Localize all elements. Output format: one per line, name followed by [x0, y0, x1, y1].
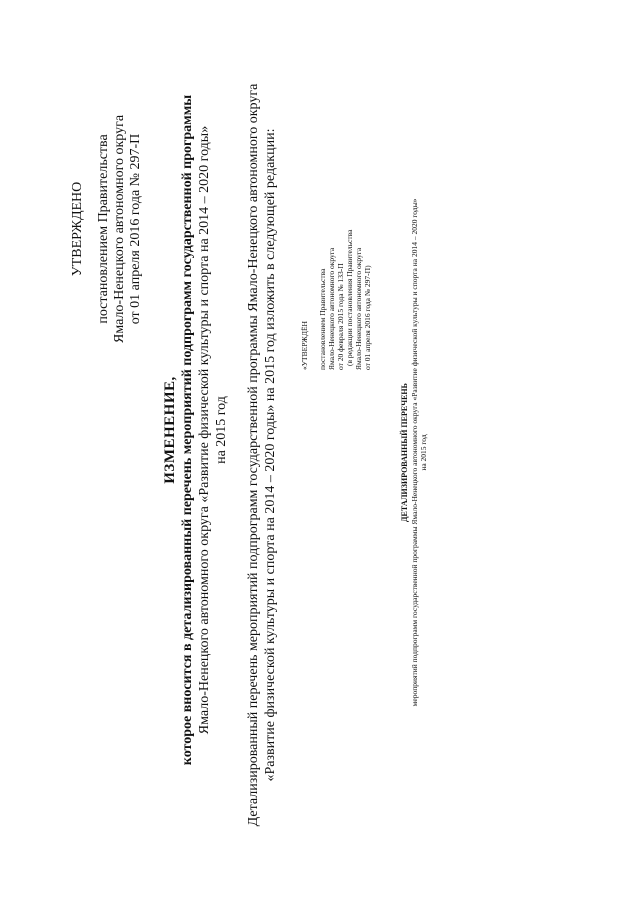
- detailed-description: мероприятий подпрограмм государственной программы Ямало-Ненецкого автономного округа «Развитие физической культуры и спорта на 2014 – 2020 годы»: [409, 198, 419, 707]
- quote-line: от 01 апреля 2016 года № 297-П): [363, 265, 372, 370]
- approval-heading: УТВЕРЖДЕНО: [70, 181, 85, 277]
- change-program-line: Ямало-Ненецкого автономного округа «Развитие физической культуры и спорта на 2014 – 2020 годы»: [197, 125, 212, 735]
- quote-line: Ямало-Ненецкого автономного округа: [354, 247, 363, 370]
- quote-line: Ямало-Ненецкого автономного округа: [327, 247, 336, 370]
- detailed-year: на 2015 год: [419, 434, 428, 471]
- approval-line: постановлением Правительства: [96, 134, 111, 324]
- change-title: ИЗМЕНЕНИЕ,: [162, 376, 178, 484]
- quoted-approval-stamp: [300, 230, 372, 370]
- approval-line: Ямало-Ненецкого автономного округа: [112, 114, 127, 343]
- intro-paragraph: [245, 15, 279, 895]
- quote-line: (в редакции постановления Правительства: [345, 229, 354, 366]
- quote-line: постановлением Правительства: [318, 268, 327, 370]
- intro-line: Детализированный перечень мероприятий подпрограмм государственной программы Ямало-Ненецкого автономного округа: [246, 83, 261, 827]
- quote-line: от 20 февраля 2015 года № 133-П: [336, 263, 345, 370]
- change-heading-block: [162, 15, 230, 845]
- intro-line: «Развитие физической культуры и спорта на 2014 – 2020 годы» на 2015 год изложить в следующей редакции:: [263, 128, 278, 782]
- detailed-title: ДЕТАЛИЗИРОВАННЫЙ ПЕРЕЧЕНЬ: [400, 383, 409, 522]
- detailed-list-heading: [400, 100, 429, 805]
- change-subtitle: которое вносится в детализированный перечень мероприятий подпрограмм государственной программы: [180, 94, 195, 766]
- change-year-line: на 2015 год: [214, 396, 229, 464]
- approval-line: от 01 апреля 2016 года № 297-П: [128, 133, 143, 325]
- quote-heading: «УТВЕРЖДЁН: [300, 321, 309, 370]
- approval-stamp: [70, 115, 144, 343]
